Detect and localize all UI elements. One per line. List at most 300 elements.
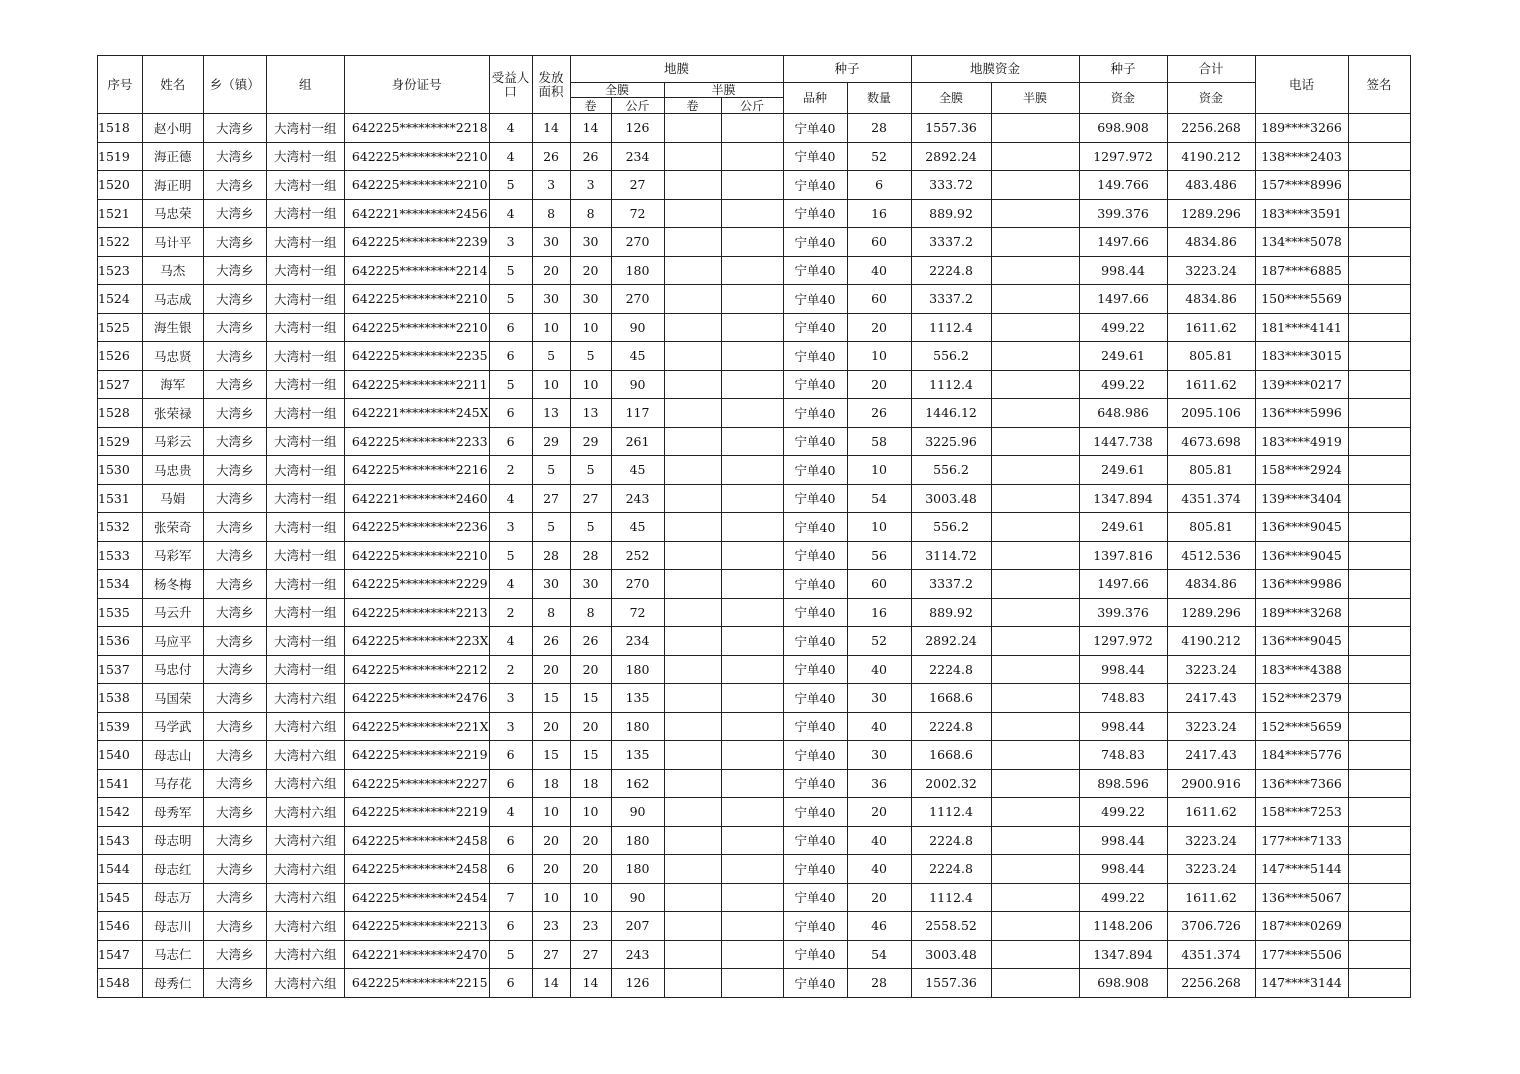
seed-quantity-cell: 46 bbox=[847, 912, 911, 941]
beneficiaries-cell: 6 bbox=[489, 826, 532, 855]
header-half-kg: 公斤 bbox=[721, 98, 783, 114]
half-film-kg-cell bbox=[721, 171, 783, 200]
name-cell: 母志川 bbox=[142, 912, 203, 941]
seed-funds-cell: 1497.66 bbox=[1079, 228, 1167, 257]
seed-funds-cell: 1447.738 bbox=[1079, 427, 1167, 456]
name-cell: 海正明 bbox=[142, 171, 203, 200]
half-film-kg-cell bbox=[721, 513, 783, 542]
signature-cell bbox=[1348, 712, 1410, 741]
area-cell: 29 bbox=[532, 427, 570, 456]
header-full-roll: 卷 bbox=[570, 98, 611, 114]
signature-cell bbox=[1348, 228, 1410, 257]
funds-half-cell bbox=[991, 142, 1079, 171]
full-film-kg-cell: 180 bbox=[611, 256, 664, 285]
phone-cell: 157****8996 bbox=[1255, 171, 1348, 200]
township-cell: 大湾乡 bbox=[203, 484, 266, 513]
id-number-cell: 642225*********2239 bbox=[344, 228, 489, 257]
beneficiaries-cell: 4 bbox=[489, 570, 532, 599]
seed-variety-cell: 宁单40 bbox=[783, 541, 847, 570]
full-film-roll-cell: 20 bbox=[570, 655, 611, 684]
table-row bbox=[98, 741, 1411, 770]
seed-funds-cell: 648.986 bbox=[1079, 399, 1167, 428]
funds-full-cell: 2224.8 bbox=[911, 256, 991, 285]
full-film-kg-cell: 135 bbox=[611, 684, 664, 713]
half-film-kg-cell bbox=[721, 228, 783, 257]
full-film-kg-cell: 126 bbox=[611, 114, 664, 143]
signature-cell bbox=[1348, 313, 1410, 342]
half-film-kg-cell bbox=[721, 114, 783, 143]
id-number-cell: 642225*********2219 bbox=[344, 798, 489, 827]
signature-cell bbox=[1348, 199, 1410, 228]
seed-quantity-cell: 20 bbox=[847, 313, 911, 342]
group-cell: 大湾村一组 bbox=[266, 256, 344, 285]
group-cell: 大湾村六组 bbox=[266, 741, 344, 770]
full-film-roll-cell: 3 bbox=[570, 171, 611, 200]
half-film-roll-cell bbox=[664, 313, 721, 342]
seq-cell: 1535 bbox=[98, 598, 143, 627]
full-film-roll-cell: 20 bbox=[570, 256, 611, 285]
name-cell: 母志红 bbox=[142, 855, 203, 884]
seed-variety-cell: 宁单40 bbox=[783, 598, 847, 627]
table-row bbox=[98, 199, 1411, 228]
header-half-roll: 卷 bbox=[664, 98, 721, 114]
seed-funds-cell: 698.908 bbox=[1079, 969, 1167, 998]
full-film-kg-cell: 180 bbox=[611, 855, 664, 884]
area-cell: 20 bbox=[532, 855, 570, 884]
table-row bbox=[98, 769, 1411, 798]
half-film-kg-cell bbox=[721, 285, 783, 314]
township-cell: 大湾乡 bbox=[203, 969, 266, 998]
signature-cell bbox=[1348, 940, 1410, 969]
seed-quantity-cell: 26 bbox=[847, 399, 911, 428]
seed-quantity-cell: 6 bbox=[847, 171, 911, 200]
seed-variety-cell: 宁单40 bbox=[783, 484, 847, 513]
beneficiaries-cell: 3 bbox=[489, 513, 532, 542]
seed-funds-cell: 1497.66 bbox=[1079, 285, 1167, 314]
seed-variety-cell: 宁单40 bbox=[783, 313, 847, 342]
seed-funds-cell: 748.83 bbox=[1079, 741, 1167, 770]
id-number-cell: 642225*********223X bbox=[344, 627, 489, 656]
area-cell: 20 bbox=[532, 826, 570, 855]
seed-variety-cell: 宁单40 bbox=[783, 456, 847, 485]
phone-cell: 136****7366 bbox=[1255, 769, 1348, 798]
funds-half-cell bbox=[991, 826, 1079, 855]
funds-half-cell bbox=[991, 855, 1079, 884]
group-cell: 大湾村一组 bbox=[266, 313, 344, 342]
total-funds-cell: 1611.62 bbox=[1167, 883, 1255, 912]
header-signature: 签名 bbox=[1348, 56, 1410, 114]
beneficiaries-cell: 6 bbox=[489, 912, 532, 941]
township-cell: 大湾乡 bbox=[203, 826, 266, 855]
full-film-kg-cell: 261 bbox=[611, 427, 664, 456]
funds-half-cell bbox=[991, 285, 1079, 314]
total-funds-cell: 2417.43 bbox=[1167, 741, 1255, 770]
seed-funds-cell: 249.61 bbox=[1079, 342, 1167, 371]
funds-full-cell: 3114.72 bbox=[911, 541, 991, 570]
phone-cell: 134****5078 bbox=[1255, 228, 1348, 257]
beneficiaries-cell: 6 bbox=[489, 427, 532, 456]
seq-cell: 1526 bbox=[98, 342, 143, 371]
seed-quantity-cell: 28 bbox=[847, 969, 911, 998]
township-cell: 大湾乡 bbox=[203, 712, 266, 741]
seed-variety-cell: 宁单40 bbox=[783, 399, 847, 428]
area-cell: 8 bbox=[532, 598, 570, 627]
seed-funds-cell: 499.22 bbox=[1079, 883, 1167, 912]
beneficiaries-cell: 6 bbox=[489, 769, 532, 798]
id-number-cell: 642225*********2236 bbox=[344, 513, 489, 542]
half-film-kg-cell bbox=[721, 655, 783, 684]
seq-cell: 1545 bbox=[98, 883, 143, 912]
half-film-roll-cell bbox=[664, 826, 721, 855]
table-header bbox=[98, 56, 1411, 114]
phone-cell: 158****7253 bbox=[1255, 798, 1348, 827]
area-cell: 15 bbox=[532, 684, 570, 713]
beneficiaries-cell: 6 bbox=[489, 969, 532, 998]
seed-variety-cell: 宁单40 bbox=[783, 684, 847, 713]
id-number-cell: 642225*********2476 bbox=[344, 684, 489, 713]
total-funds-cell: 1289.296 bbox=[1167, 598, 1255, 627]
full-film-roll-cell: 5 bbox=[570, 342, 611, 371]
seq-cell: 1522 bbox=[98, 228, 143, 257]
seq-cell: 1530 bbox=[98, 456, 143, 485]
half-film-kg-cell bbox=[721, 570, 783, 599]
area-cell: 20 bbox=[532, 712, 570, 741]
seed-variety-cell: 宁单40 bbox=[783, 826, 847, 855]
half-film-roll-cell bbox=[664, 712, 721, 741]
funds-full-cell: 3337.2 bbox=[911, 285, 991, 314]
area-cell: 26 bbox=[532, 142, 570, 171]
seq-cell: 1547 bbox=[98, 940, 143, 969]
seed-quantity-cell: 16 bbox=[847, 199, 911, 228]
full-film-kg-cell: 126 bbox=[611, 969, 664, 998]
beneficiaries-cell: 3 bbox=[489, 684, 532, 713]
seed-funds-cell: 998.44 bbox=[1079, 855, 1167, 884]
seed-quantity-cell: 16 bbox=[847, 598, 911, 627]
area-cell: 14 bbox=[532, 114, 570, 143]
phone-cell: 136****5067 bbox=[1255, 883, 1348, 912]
table-row bbox=[98, 712, 1411, 741]
seed-funds-cell: 1297.972 bbox=[1079, 142, 1167, 171]
seed-funds-cell: 998.44 bbox=[1079, 712, 1167, 741]
area-cell: 10 bbox=[532, 798, 570, 827]
seed-quantity-cell: 28 bbox=[847, 114, 911, 143]
township-cell: 大湾乡 bbox=[203, 228, 266, 257]
phone-cell: 183****4919 bbox=[1255, 427, 1348, 456]
seq-cell: 1527 bbox=[98, 370, 143, 399]
header-beneficiaries: 受益人口 bbox=[489, 56, 532, 114]
full-film-roll-cell: 5 bbox=[570, 456, 611, 485]
half-film-roll-cell bbox=[664, 199, 721, 228]
full-film-kg-cell: 162 bbox=[611, 769, 664, 798]
beneficiaries-cell: 4 bbox=[489, 484, 532, 513]
beneficiaries-cell: 3 bbox=[489, 712, 532, 741]
name-cell: 母秀军 bbox=[142, 798, 203, 827]
group-cell: 大湾村一组 bbox=[266, 114, 344, 143]
seed-funds-cell: 998.44 bbox=[1079, 256, 1167, 285]
half-film-kg-cell bbox=[721, 940, 783, 969]
funds-half-cell bbox=[991, 228, 1079, 257]
seed-funds-cell: 249.61 bbox=[1079, 513, 1167, 542]
half-film-roll-cell bbox=[664, 114, 721, 143]
name-cell: 海军 bbox=[142, 370, 203, 399]
name-cell: 母志明 bbox=[142, 826, 203, 855]
id-number-cell: 642225*********2235 bbox=[344, 342, 489, 371]
funds-full-cell: 2224.8 bbox=[911, 712, 991, 741]
phone-cell: 136****9045 bbox=[1255, 541, 1348, 570]
township-cell: 大湾乡 bbox=[203, 798, 266, 827]
half-film-roll-cell bbox=[664, 256, 721, 285]
seed-variety-cell: 宁单40 bbox=[783, 655, 847, 684]
table-row bbox=[98, 285, 1411, 314]
funds-full-cell: 2224.8 bbox=[911, 855, 991, 884]
seed-variety-cell: 宁单40 bbox=[783, 427, 847, 456]
id-number-cell: 642225*********2210 bbox=[344, 313, 489, 342]
name-cell: 母志万 bbox=[142, 883, 203, 912]
half-film-kg-cell bbox=[721, 883, 783, 912]
funds-full-cell: 2892.24 bbox=[911, 627, 991, 656]
seq-cell: 1537 bbox=[98, 655, 143, 684]
township-cell: 大湾乡 bbox=[203, 513, 266, 542]
area-cell: 30 bbox=[532, 228, 570, 257]
signature-cell bbox=[1348, 883, 1410, 912]
phone-cell: 183****4388 bbox=[1255, 655, 1348, 684]
total-funds-cell: 4834.86 bbox=[1167, 570, 1255, 599]
id-number-cell: 642221*********2460 bbox=[344, 484, 489, 513]
funds-half-cell bbox=[991, 883, 1079, 912]
half-film-kg-cell bbox=[721, 199, 783, 228]
seed-variety-cell: 宁单40 bbox=[783, 285, 847, 314]
table-row bbox=[98, 627, 1411, 656]
funds-full-cell: 1668.6 bbox=[911, 741, 991, 770]
full-film-roll-cell: 13 bbox=[570, 399, 611, 428]
seed-funds-cell: 698.908 bbox=[1079, 114, 1167, 143]
table-row bbox=[98, 484, 1411, 513]
group-cell: 大湾村六组 bbox=[266, 798, 344, 827]
full-film-kg-cell: 270 bbox=[611, 570, 664, 599]
signature-cell bbox=[1348, 969, 1410, 998]
group-cell: 大湾村六组 bbox=[266, 684, 344, 713]
total-funds-cell: 1611.62 bbox=[1167, 370, 1255, 399]
full-film-kg-cell: 90 bbox=[611, 370, 664, 399]
area-cell: 5 bbox=[532, 342, 570, 371]
full-film-roll-cell: 26 bbox=[570, 142, 611, 171]
township-cell: 大湾乡 bbox=[203, 541, 266, 570]
township-cell: 大湾乡 bbox=[203, 256, 266, 285]
group-cell: 大湾村一组 bbox=[266, 342, 344, 371]
half-film-roll-cell bbox=[664, 684, 721, 713]
seq-cell: 1534 bbox=[98, 570, 143, 599]
funds-half-cell bbox=[991, 684, 1079, 713]
funds-half-cell bbox=[991, 199, 1079, 228]
id-number-cell: 642221*********245X bbox=[344, 399, 489, 428]
funds-full-cell: 889.92 bbox=[911, 598, 991, 627]
funds-half-cell bbox=[991, 342, 1079, 371]
half-film-kg-cell bbox=[721, 912, 783, 941]
beneficiaries-cell: 5 bbox=[489, 370, 532, 399]
seed-quantity-cell: 36 bbox=[847, 769, 911, 798]
seed-quantity-cell: 60 bbox=[847, 228, 911, 257]
full-film-kg-cell: 72 bbox=[611, 199, 664, 228]
table-row bbox=[98, 826, 1411, 855]
header-seed-funds: 资金 bbox=[1079, 83, 1167, 114]
total-funds-cell: 805.81 bbox=[1167, 513, 1255, 542]
header-total-funds: 资金 bbox=[1167, 83, 1255, 114]
seed-variety-cell: 宁单40 bbox=[783, 228, 847, 257]
half-film-roll-cell bbox=[664, 541, 721, 570]
seq-cell: 1528 bbox=[98, 399, 143, 428]
funds-full-cell: 3337.2 bbox=[911, 570, 991, 599]
full-film-roll-cell: 8 bbox=[570, 598, 611, 627]
id-number-cell: 642225*********2229 bbox=[344, 570, 489, 599]
phone-cell: 158****2924 bbox=[1255, 456, 1348, 485]
phone-cell: 138****2403 bbox=[1255, 142, 1348, 171]
half-film-kg-cell bbox=[721, 627, 783, 656]
full-film-kg-cell: 90 bbox=[611, 313, 664, 342]
total-funds-cell: 4834.86 bbox=[1167, 285, 1255, 314]
header-quantity: 数量 bbox=[847, 83, 911, 114]
table-row bbox=[98, 456, 1411, 485]
township-cell: 大湾乡 bbox=[203, 199, 266, 228]
signature-cell bbox=[1348, 285, 1410, 314]
id-number-cell: 642225*********2212 bbox=[344, 655, 489, 684]
half-film-kg-cell bbox=[721, 541, 783, 570]
seed-funds-cell: 998.44 bbox=[1079, 826, 1167, 855]
seq-cell: 1529 bbox=[98, 427, 143, 456]
table-row bbox=[98, 171, 1411, 200]
total-funds-cell: 3223.24 bbox=[1167, 855, 1255, 884]
half-film-roll-cell bbox=[664, 598, 721, 627]
area-cell: 14 bbox=[532, 969, 570, 998]
phone-cell: 183****3591 bbox=[1255, 199, 1348, 228]
beneficiaries-cell: 4 bbox=[489, 798, 532, 827]
area-cell: 3 bbox=[532, 171, 570, 200]
half-film-roll-cell bbox=[664, 427, 721, 456]
half-film-roll-cell bbox=[664, 798, 721, 827]
seed-quantity-cell: 10 bbox=[847, 342, 911, 371]
header-variety: 品种 bbox=[783, 83, 847, 114]
full-film-roll-cell: 30 bbox=[570, 285, 611, 314]
seed-quantity-cell: 10 bbox=[847, 513, 911, 542]
group-cell: 大湾村一组 bbox=[266, 399, 344, 428]
funds-full-cell: 2224.8 bbox=[911, 655, 991, 684]
seq-cell: 1521 bbox=[98, 199, 143, 228]
phone-cell: 150****5569 bbox=[1255, 285, 1348, 314]
seq-cell: 1538 bbox=[98, 684, 143, 713]
township-cell: 大湾乡 bbox=[203, 313, 266, 342]
seed-funds-cell: 1297.972 bbox=[1079, 627, 1167, 656]
half-film-kg-cell bbox=[721, 798, 783, 827]
group-cell: 大湾村一组 bbox=[266, 598, 344, 627]
full-film-kg-cell: 252 bbox=[611, 541, 664, 570]
phone-cell: 177****7133 bbox=[1255, 826, 1348, 855]
funds-half-cell bbox=[991, 399, 1079, 428]
seed-funds-cell: 1347.894 bbox=[1079, 484, 1167, 513]
seed-variety-cell: 宁单40 bbox=[783, 171, 847, 200]
name-cell: 马志仁 bbox=[142, 940, 203, 969]
seed-funds-cell: 898.596 bbox=[1079, 769, 1167, 798]
seed-variety-cell: 宁单40 bbox=[783, 513, 847, 542]
phone-cell: 136****9986 bbox=[1255, 570, 1348, 599]
seed-variety-cell: 宁单40 bbox=[783, 570, 847, 599]
seed-variety-cell: 宁单40 bbox=[783, 342, 847, 371]
funds-half-cell bbox=[991, 769, 1079, 798]
phone-cell: 187****0269 bbox=[1255, 912, 1348, 941]
phone-cell: 183****3015 bbox=[1255, 342, 1348, 371]
full-film-roll-cell: 20 bbox=[570, 826, 611, 855]
full-film-kg-cell: 135 bbox=[611, 741, 664, 770]
full-film-kg-cell: 90 bbox=[611, 883, 664, 912]
header-total: 合计 bbox=[1167, 56, 1255, 83]
table-row bbox=[98, 912, 1411, 941]
half-film-kg-cell bbox=[721, 313, 783, 342]
table-row bbox=[98, 684, 1411, 713]
funds-full-cell: 1557.36 bbox=[911, 969, 991, 998]
signature-cell bbox=[1348, 256, 1410, 285]
id-number-cell: 642221*********2470 bbox=[344, 940, 489, 969]
seed-variety-cell: 宁单40 bbox=[783, 769, 847, 798]
half-film-roll-cell bbox=[664, 456, 721, 485]
id-number-cell: 642225*********2454 bbox=[344, 883, 489, 912]
beneficiaries-cell: 4 bbox=[489, 199, 532, 228]
name-cell: 马杰 bbox=[142, 256, 203, 285]
group-cell: 大湾村一组 bbox=[266, 627, 344, 656]
id-number-cell: 642225*********2210 bbox=[344, 541, 489, 570]
seq-cell: 1536 bbox=[98, 627, 143, 656]
half-film-roll-cell bbox=[664, 855, 721, 884]
funds-half-cell bbox=[991, 940, 1079, 969]
group-cell: 大湾村六组 bbox=[266, 940, 344, 969]
township-cell: 大湾乡 bbox=[203, 627, 266, 656]
beneficiaries-cell: 5 bbox=[489, 256, 532, 285]
full-film-kg-cell: 45 bbox=[611, 342, 664, 371]
seq-cell: 1525 bbox=[98, 313, 143, 342]
full-film-roll-cell: 15 bbox=[570, 684, 611, 713]
seed-quantity-cell: 52 bbox=[847, 142, 911, 171]
half-film-kg-cell bbox=[721, 484, 783, 513]
name-cell: 马云升 bbox=[142, 598, 203, 627]
full-film-roll-cell: 15 bbox=[570, 741, 611, 770]
seed-quantity-cell: 56 bbox=[847, 541, 911, 570]
total-funds-cell: 2256.268 bbox=[1167, 969, 1255, 998]
group-cell: 大湾村一组 bbox=[266, 655, 344, 684]
name-cell: 海正德 bbox=[142, 142, 203, 171]
half-film-roll-cell bbox=[664, 171, 721, 200]
table-row bbox=[98, 142, 1411, 171]
total-funds-cell: 1289.296 bbox=[1167, 199, 1255, 228]
signature-cell bbox=[1348, 684, 1410, 713]
table-row bbox=[98, 855, 1411, 884]
full-film-kg-cell: 270 bbox=[611, 285, 664, 314]
seed-quantity-cell: 40 bbox=[847, 855, 911, 884]
total-funds-cell: 1611.62 bbox=[1167, 313, 1255, 342]
area-cell: 30 bbox=[532, 285, 570, 314]
funds-full-cell: 556.2 bbox=[911, 513, 991, 542]
area-cell: 20 bbox=[532, 256, 570, 285]
funds-half-cell bbox=[991, 256, 1079, 285]
signature-cell bbox=[1348, 570, 1410, 599]
seed-variety-cell: 宁单40 bbox=[783, 855, 847, 884]
full-film-roll-cell: 29 bbox=[570, 427, 611, 456]
group-cell: 大湾村一组 bbox=[266, 228, 344, 257]
table-row bbox=[98, 883, 1411, 912]
full-film-kg-cell: 180 bbox=[611, 655, 664, 684]
group-cell: 大湾村一组 bbox=[266, 427, 344, 456]
half-film-kg-cell bbox=[721, 769, 783, 798]
group-cell: 大湾村六组 bbox=[266, 769, 344, 798]
full-film-roll-cell: 23 bbox=[570, 912, 611, 941]
seed-variety-cell: 宁单40 bbox=[783, 798, 847, 827]
phone-cell: 189****3268 bbox=[1255, 598, 1348, 627]
